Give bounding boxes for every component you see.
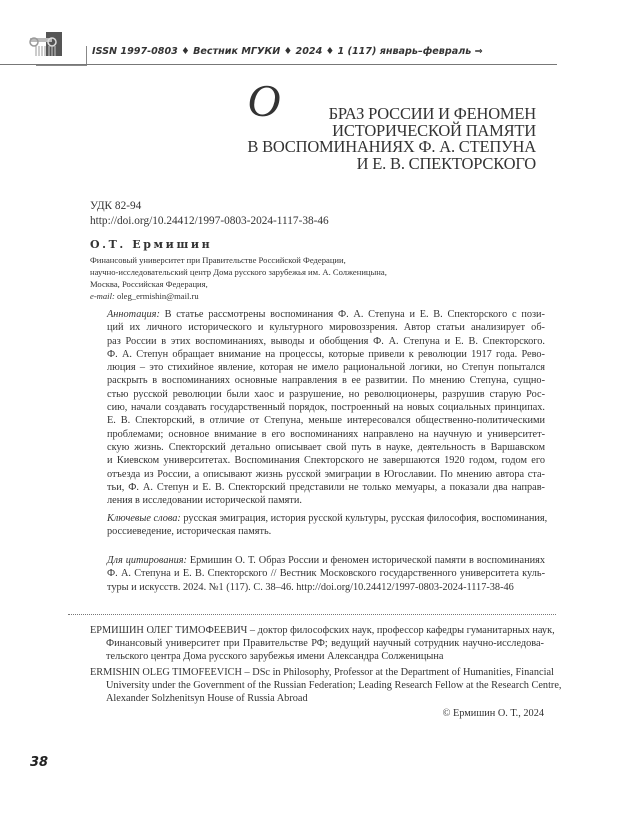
- footnote-divider: [68, 614, 556, 615]
- text-line: туры и искусств. 2024. №1 (117). С. 38–46. http://doi.org/10.24412/1997-0803-2024-1117-38-46: [107, 581, 514, 593]
- field-label: Ключевые слова:: [107, 513, 181, 524]
- title-line: БРАЗ РОССИИ И ФЕНОМЕН: [328, 104, 536, 123]
- text-line: люция – это стихийное явление, которая не имело рациональной логики, но Степун попытался: [107, 362, 545, 374]
- affiliation-line: научно-исследовательский центр Дома русского зарубежья им. А. Солженицына,: [90, 267, 387, 277]
- text-line: россиеведение, историческая память.: [107, 526, 272, 538]
- text-line: отъезда из России, а описывают жизнь русской эмиграции в Югославии. По мнению автора ста-: [107, 468, 545, 480]
- abstract: [107, 308, 545, 507]
- author-affiliation: [90, 254, 387, 302]
- text-content: В статье рассмотрены воспоминания Ф. А. Степуна и Е. В. Спекторского с пози-: [159, 309, 545, 320]
- citation: [107, 554, 545, 594]
- text-line: раскрыть в воспоминаниях основные направления в ее развитии. По мнению Степуна, сущно-: [107, 375, 545, 387]
- keywords: [107, 512, 548, 539]
- text-content: русская эмиграция, история русской культуры, русская философия, воспоминания,: [180, 513, 548, 524]
- text-line: ЕРМИШИН ОЛЕГ ТИМОФЕЕВИЧ – доктор философских наук, профессор кафедры гуманитарных наук,: [90, 625, 555, 636]
- text-line: ления в исследовании исторической памяти.: [107, 495, 302, 507]
- affiliation-line: Финансовый университет при Правительстве Российской Федерации,: [90, 255, 346, 265]
- text-line: тьи, Ф. А. Степун и Е. В. Спекторский представили не только мемуары, а показали два направ-: [107, 481, 545, 493]
- text-line: Ф. А. Степуна и Е. В. Спекторского // Вестник Московского государственного университета куль-: [107, 568, 545, 580]
- header-rule: [0, 64, 557, 65]
- udk: УДК 82-94: [90, 200, 142, 212]
- text-line: раз России в этих воспоминаниях, выводы и обобщения Ф. А. Степуна и Е. В. Спекторского.: [107, 335, 545, 347]
- text-line: проблемами; основное внимание в его воспоминаниях направлено на научную и университет-: [107, 428, 545, 440]
- text-content: Ермишин О. Т. Образ России и феномен исторической памяти в воспоминаниях: [186, 555, 545, 566]
- text-line: [107, 554, 545, 567]
- running-header: ISSN 1997-0803 ♦ Вестник МГУКИ ♦ 2024 ♦ 1 (117) январь–февраль ⇒: [92, 46, 483, 57]
- text-line: и Киевском университетах. Воспоминания Спекторского не завершаются 1920 годом, годом его: [107, 455, 545, 467]
- text-line: ERMISHIN OLEG TIMOFEEVICH – DSc in Philosophy, Professor at the Department of Humanities, Financial: [90, 667, 554, 678]
- copyright: © Ермишин О. Т., 2024: [442, 708, 544, 719]
- title-initial: О: [247, 75, 281, 126]
- text-line: Alexander Solzhenitsyn House of Russia Abroad: [106, 693, 308, 705]
- doi-link[interactable]: http://doi.org/10.24412/1997-0803-2024-1117-38-46: [90, 215, 329, 227]
- field-label: Для цитирования:: [107, 555, 187, 566]
- text-line: Ф. А. Степун обращает внимание на процессы, которые привели к революции 1917 года. Рево-: [107, 348, 545, 360]
- text-line: [107, 512, 548, 525]
- email-label: e-mail:: [90, 291, 115, 301]
- title-line: И Е. В. СПЕКТОРСКОГО: [356, 153, 536, 173]
- text-line: стью русской революции были хаос и разрушение, но революционеры, разрушив старую Рос-: [107, 388, 545, 400]
- journal-logo-icon: [28, 32, 66, 62]
- article-title: [247, 75, 536, 173]
- field-label: Аннотация:: [107, 309, 160, 320]
- text-line: Финансовый университет при Правительстве РФ; ведущий научный сотрудник научно-исследова-: [106, 638, 544, 650]
- author-bio-en: [90, 666, 562, 706]
- text-line: сию, начали создавать государственный порядок, построенный на новых социальных принципах.: [107, 402, 545, 414]
- author-bio-ru: [90, 624, 555, 664]
- email-link[interactable]: oleg_ermishin@mail.ru: [116, 291, 199, 301]
- affiliation-line: Москва, Российская Федерация,: [90, 279, 208, 289]
- text-line: Е. В. Спекторский, в отличие от Степуна, меньше интересовался общественно-политическими: [107, 415, 545, 427]
- page-number: 38: [30, 755, 49, 770]
- text-line: скую жизнь. Спекторский детально описывает свой путь в науке, деятельность в Варшавском: [107, 441, 545, 453]
- text-line: University under the Government of the Russian Federation; Leading Research Fellow at the Research Centre,: [106, 680, 562, 692]
- text-line: [107, 308, 545, 321]
- author-name: О.Т. Ермишин: [90, 238, 213, 251]
- text-line: тельского центра Дома русского зарубежья имени Александра Солженицына: [106, 651, 444, 663]
- text-line: ций их личного исторического и культурного мировоззрения. Автор статьи анализирует об-: [107, 322, 545, 334]
- title-line: ИСТОРИЧЕСКОЙ ПАМЯТИ: [332, 120, 536, 140]
- title-line: В ВОСПОМИНАНИЯХ Ф. А. СТЕПУНА: [247, 137, 536, 156]
